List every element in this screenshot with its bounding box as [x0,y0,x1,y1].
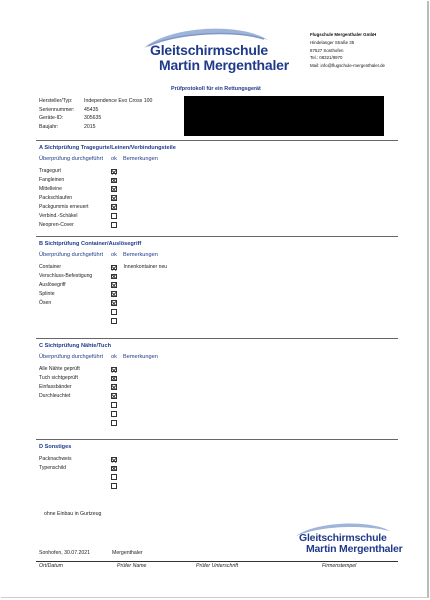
column-ok-header: ok [111,354,117,360]
checklist-row [39,365,158,374]
column-check-header: Überprüfung durchgeführt [39,252,104,258]
checklist-item-label: Einfassbänder [39,384,72,391]
checkbox-empty-icon[interactable] [111,474,117,480]
checklist-item-label: Packnachweis [39,456,72,463]
company-mail: Mail: info@flugschule-mergenthaler.de [310,63,385,69]
checklist-item-label: Typenschild [39,465,66,472]
checklist-row [39,409,158,418]
info-value: 2015 [84,123,96,130]
company-street: Hindelanger Straße 35 [310,39,355,45]
info-key: Baujahr: [39,123,59,130]
logo-line2: Martin Mergenthaler [159,57,289,73]
checkbox-checked-icon[interactable] [111,466,117,472]
checklist-item-label: Durchleuchtet [39,393,71,400]
column-headers [39,156,176,162]
company-address [310,31,385,70]
checklist-item-label: Alle Nähte geprüft [39,366,80,373]
checklist [39,365,158,427]
info-value: 45435 [84,106,99,113]
checkbox-checked-icon[interactable] [111,204,117,210]
checkbox-checked-icon[interactable] [111,282,117,288]
info-key: Seriennummer: [39,106,75,113]
checklist [39,167,176,229]
section-divider [36,236,398,237]
company-tel: Tel.: 08321/9970 [310,55,343,61]
checklist-item-label: Auslösegriff [39,282,66,289]
checklist-row [39,176,176,185]
checkbox-empty-icon[interactable] [111,411,117,417]
checkbox-empty-icon[interactable] [111,420,117,426]
checklist-row [39,316,167,325]
checkbox-checked-icon[interactable] [111,265,117,271]
school-logo [140,24,289,78]
checkbox-empty-icon[interactable] [111,402,117,408]
company-name: Flugschule Mergenthaler GmbH [310,32,377,37]
checkbox-empty-icon[interactable] [111,309,117,315]
checkbox-empty-icon[interactable] [111,213,117,219]
checklist-item-label: Verbind.-Schäkel [39,212,78,219]
checklist-item-label: Tragegurt [39,168,61,175]
column-ok-header: ok [111,252,117,258]
checklist-row [39,383,158,392]
checklist-row [39,307,167,316]
checklist-item-remark: Innenkontainer neu [123,264,168,271]
examiner-signature-label: Prüfer Unterschrift [196,563,239,569]
checkbox-checked-icon[interactable] [111,376,117,382]
checkbox-checked-icon[interactable] [111,367,117,373]
checklist-item-label: Container [39,264,62,271]
checklist-row [39,220,176,229]
column-remarks-header: Bemerkungen [123,354,158,360]
section-divider [36,439,398,440]
checklist-item-label: Packschlaufen [39,195,73,202]
checkbox-empty-icon[interactable] [111,222,117,228]
checklist-row [39,281,167,290]
checkbox-checked-icon[interactable] [111,300,117,306]
examiner-name-value: Mergenthaler [112,550,143,556]
info-key: Geräte-ID: [39,115,64,122]
checklist-row [39,211,176,220]
checkbox-checked-icon[interactable] [111,186,117,192]
checklist-row [39,185,176,194]
section-title: D Sonstiges [39,444,72,450]
checklist-row [39,272,167,281]
column-headers [39,354,158,360]
checklist-row [39,418,158,427]
checkbox-empty-icon[interactable] [111,483,117,489]
section-b [39,241,167,325]
section-d [39,444,124,491]
checklist-item-label: Neopren-Cover [39,221,74,228]
info-value: 305635 [84,115,102,122]
info-row [39,97,152,106]
installation-note: ohne Einbau in Gurtzeug [44,511,102,517]
checklist-row [39,482,124,491]
footer-logo-line2: Martin Mergenthaler [306,543,403,555]
info-row [39,114,152,123]
column-headers [39,252,167,258]
checklist-row [39,455,124,464]
section-title: B Sichtprüfung Container/Auslösegriff [39,241,142,247]
place-date-label: Ort/Datum [39,563,63,569]
checklist-row [39,167,176,176]
checklist-item-label: Ösen [39,300,52,306]
checkbox-checked-icon[interactable] [111,384,117,390]
checklist-row [39,203,176,212]
column-ok-header: ok [111,156,117,162]
checklist-item-label: Tuch sichtgeprüft [39,375,78,382]
checklist [39,263,167,325]
checklist-item-label: Mittelleine [39,186,62,193]
column-remarks-header: Bemerkungen [123,156,158,162]
checklist-row [39,290,167,299]
place-date-value: Sonhofen, 30.07.2021 [39,550,91,556]
device-info [39,97,152,131]
checkbox-checked-icon[interactable] [111,195,117,201]
checklist-row [39,464,124,473]
section-c [39,343,158,427]
checklist-item-label: Verschluss-Befestigung [39,273,93,280]
checkbox-empty-icon[interactable] [111,318,117,324]
checkbox-checked-icon[interactable] [111,457,117,463]
column-remarks-header: Bemerkungen [123,252,158,258]
checkbox-checked-icon[interactable] [111,169,117,175]
document-title: Prüfprotokoll für ein Rettungsgerät [171,86,261,92]
checklist-row [39,263,167,272]
section-divider [36,140,398,141]
checklist-row [39,374,158,383]
redacted-block [184,96,384,136]
checklist-item-label: Packgummis erneuert [39,204,89,210]
section-title: A Sichtprüfung Tragegurte/Leinen/Verbindungsteile [39,145,176,151]
column-check-header: Überprüfung durchgeführt [39,156,104,162]
checklist-row [39,473,124,482]
checklist-item-label: Fangleinen [39,177,65,184]
checkbox-checked-icon[interactable] [111,178,117,184]
info-row [39,106,152,115]
footer-logo-line1: Gleitschirmschule [299,532,387,544]
footer-logo [293,520,403,558]
section-title: C Sichtprüfung Nähte/Tuch [39,343,111,349]
examiner-name-label: Prüfer Name [117,563,147,569]
checklist-row [39,194,176,203]
company-city: 87527 Sonthofen [310,47,344,53]
checkbox-checked-icon[interactable] [111,274,117,280]
company-stamp-label: Firmenstempel [322,563,357,569]
checkbox-checked-icon[interactable] [111,291,117,297]
logo-line1: Gleitschirmschule [150,42,268,58]
checklist-item-label: Splinte [39,291,55,298]
section-divider [36,338,398,339]
info-row [39,123,152,132]
checklist [39,455,124,491]
signature-line [36,561,398,562]
column-check-header: Überprüfung durchgeführt [39,354,104,360]
info-key: Hersteller/Typ: [39,98,73,104]
checklist-row [39,299,167,308]
section-a [39,145,176,229]
checklist-row [39,392,158,401]
info-value: Independence Evo Cross 100 [84,98,153,104]
checkbox-checked-icon[interactable] [111,393,117,399]
checklist-row [39,401,158,410]
